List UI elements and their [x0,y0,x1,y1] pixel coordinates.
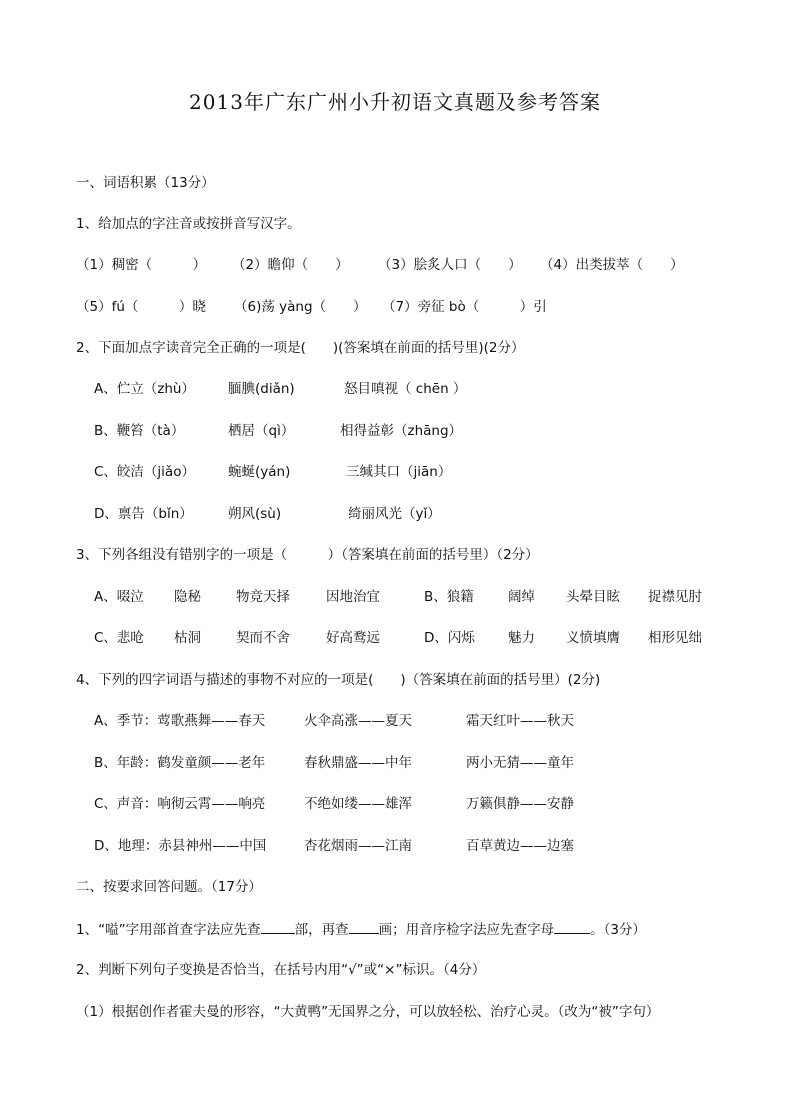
q3-c-4: 好高鹜远 [326,630,380,646]
s2-q1-part4: 。（3分） [590,922,646,938]
q4-stem: 4、下列的四字词语与描述的事物不对应的一项是( )（答案填在前面的括号里）(2分) [76,672,601,688]
q4-b-3: 两小无猜——童年 [466,755,574,771]
q2-b-2: 栖居（qì） [228,423,295,439]
s2-q2-stem: 2、判断下列句子变换是否恰当，在括号内用“√”或“×”标识。（4分） [76,962,486,978]
q3-stem: 3、下列各组没有错别字的一项是（ ）（答案填在前面的括号里）（2分） [76,547,539,563]
q2-c-3: 三缄其口（jiān） [346,464,452,480]
q3-b-1: B、狼籍 [424,589,474,605]
q3-d-2: 魅力 [508,630,535,646]
q4-d-1: D、地理：赤县神州——中国 [94,838,267,854]
q4-b-1: B、年龄：鹤发童颜——老年 [94,755,266,771]
page-title: 2013年广东广州小升初语文真题及参考答案 [189,90,601,114]
s2-q1-part2: 部，再查 [294,922,349,938]
q2-c-1: C、皎洁（jiǎo） [94,464,195,480]
q4-a-1: A、季节：莺歌燕舞——春天 [94,713,266,729]
q3-d-1: D、闪烁 [424,630,475,646]
q2-a-3: 怒目嗔视（ chēn ） [344,381,467,397]
q3-c-1: C、悲呛 [94,630,144,646]
q4-d-2: 杏花烟雨——江南 [304,838,412,854]
q4-c-1: C、声音：响彻云霄——响亮 [94,796,266,812]
q3-b-4: 捉襟见肘 [648,589,702,605]
q4-a-2: 火伞高涨——夏天 [304,713,412,729]
s2-q1-part1: 1、“嗌”字用部首查字法应先查 [76,922,261,938]
section2-heading: 二、按要求回答问题。（17分） [76,879,262,895]
s2-q1-part3: 画；用音序检字法应先查字母 [378,922,555,938]
q3-a-1: A、啜泣 [94,589,144,605]
q1-item-5: （5）fú（ ）晓 [76,299,206,315]
q2-a-2: 腼腆(diǎn) [228,381,295,397]
q4-c-3: 万籁俱静——安静 [466,796,574,812]
q1-item-4: （4）出类拔萃（ ） [540,257,684,273]
q1-item-1: （1）稠密（ ） [76,257,207,273]
q1-item-6: （6)荡 yàng（ ） [234,299,367,315]
q1-stem: 1、给加点的字注音或按拼音写汉字。 [76,216,301,232]
q2-a-1: A、伫立（zhù） [94,381,195,397]
q2-stem: 2、下面加点字读音完全正确的一项是( )(答案填在前面的括号里)(2分） [76,340,525,356]
q4-a-3: 霜天红叶——秋天 [466,713,574,729]
q2-b-1: B、鞭笞（tà） [94,423,185,439]
answer-blank-3[interactable] [554,920,590,934]
q2-b-3: 相得益彰（zhāng） [340,423,463,439]
q2-d-3: 绮丽风光（yǐ） [348,506,441,522]
answer-blank-1[interactable] [261,920,295,934]
answer-blank-2[interactable] [349,920,379,934]
q4-d-3: 百草黄边——边塞 [466,838,574,854]
q3-b-3: 头晕目眩 [566,589,620,605]
q1-item-2: （2）瞻仰（ ） [232,257,349,273]
q2-c-2: 蜿蜒(yán) [228,464,291,480]
q4-c-2: 不绝如缕——雄浑 [304,796,412,812]
q1-item-7: （7）旁征 bò（ ）引 [382,299,547,315]
q3-d-4: 相形见绌 [648,630,702,646]
q2-d-1: D、禀告（bǐn） [94,506,193,522]
q4-b-2: 春秋鼎盛——中年 [304,755,412,771]
q3-c-2: 枯洞 [174,630,201,646]
s2-q1 [76,920,646,939]
q1-item-3: （3）脍炙人口（ ） [378,257,522,273]
q2-d-2: 朔风(sù) [228,506,282,522]
q3-c-3: 契而不舍 [236,630,290,646]
q3-a-4: 因地治宜 [326,589,380,605]
q3-a-2: 隐秘 [174,589,201,605]
s2-q2-sub1: （1）根据创作者霍夫曼的形容，“大黄鸭”无国界之分，可以放轻松、治疗心灵。（改为“被”字句） [76,1004,660,1020]
q3-a-3: 物竞天择 [236,589,290,605]
section1-heading: 一、词语积累（13分） [76,175,215,191]
q3-d-3: 义愤填膺 [566,630,620,646]
q3-b-2: 阔绰 [508,589,535,605]
